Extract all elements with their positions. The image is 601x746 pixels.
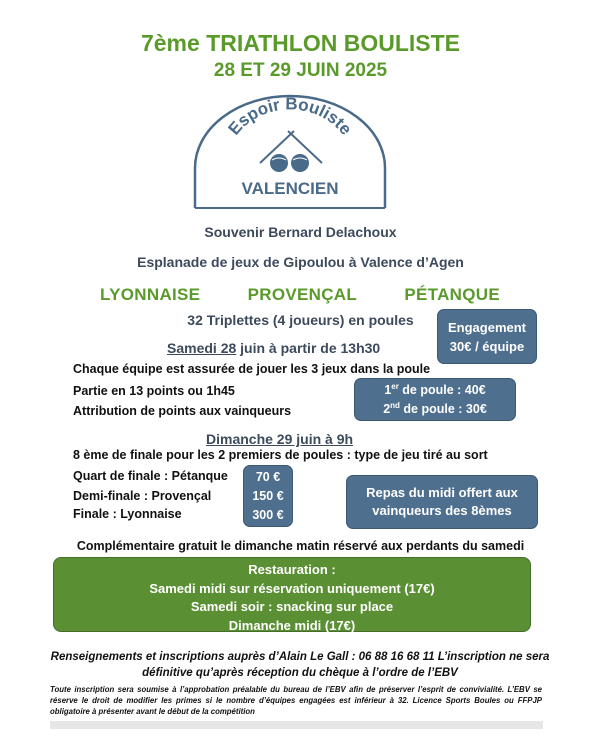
quarter-final-label: Quart de finale : Pétanque [73,469,228,483]
game-types [100,285,500,305]
final-prize: 300 € [252,507,284,522]
lunch-box [346,475,538,529]
engagement-box [437,309,537,364]
lunch-line-2: vainqueurs des 8èmes [372,503,512,518]
complementary-line: Complémentaire gratuit le dimanche matin réservé aux perdants du samedi [76,539,525,553]
sunday-heading: Dimanche 29 juin à 9h [206,431,354,447]
restauration-box [53,557,531,632]
lunch-line-1: Repas du midi offert aux [366,485,518,500]
pool-prize-second: 2nd de poule : 30€ [383,400,487,416]
saturday-line-2: Partie en 13 points ou 1h45 [73,384,235,398]
saturday-line-3: Attribution de points aux vainqueurs [73,404,292,418]
svg-text:VALENCIEN: VALENCIEN [241,179,339,198]
restauration-line-1: Samedi midi sur réservation uniquement (17€) [149,580,435,596]
engagement-label: Engagement [447,319,526,335]
game-type-petanque: PÉTANQUE [404,285,500,304]
semi-final-prize: 150 € [252,488,284,503]
event-title: 7ème TRIATHLON BOULISTE [140,30,461,56]
saturday-line-1: Chaque équipe est assurée de jouer les 3 jeux dans la poule [73,362,431,376]
svg-text:Espoir Bouliste: Espoir Bouliste [224,94,356,139]
final-label: Finale : Lyonnaise [73,507,182,521]
game-type-lyonnaise: LYONNAISE [100,285,201,304]
contact-info: Renseignements et inscriptions auprès d’Alain Le Gall : 06 88 16 68 11 L’inscription ne sera définitive qu’après réception du chèque à l’ordre de l’EBV [50,651,550,679]
semi-final-label: Demi-finale : Provençal [73,489,212,503]
souvenir-line: Souvenir Bernard Delachoux [204,224,397,240]
game-type-provencal: PROVENÇAL [247,285,358,304]
venue-line: Esplanade de jeux de Gipoulou à Valence d’Agen [137,254,464,270]
pool-prize-first: 1er de poule : 40€ [384,381,486,397]
restauration-title: Restauration : [248,562,336,577]
club-logo [190,93,390,213]
pool-prizes-box [354,378,516,421]
footnote-highlight [50,721,543,729]
restauration-line-3: Dimanche midi (17€) [228,617,356,633]
restauration-line-2: Samedi soir : snacking sur place [190,599,394,614]
sunday-line: 8 ème de finale pour les 2 premiers de poules : type de jeu tiré au sort [73,448,488,462]
quarter-final-prize: 70 € [255,469,281,484]
saturday-heading: Samedi 28 juin à partir de 13h30 [167,340,381,356]
event-dates: 28 ET 29 JUIN 2025 [213,60,388,81]
engagement-price: 30€ / équipe [449,338,525,354]
format-line: 32 Triplettes (4 joueurs) en poules [187,312,414,328]
footnote: Toute inscription sera soumise à l’approbation préalable du bureau de l’EBV afin de préserver l’esprit de convivialité. L’EBV se réserve le droit de modifier les primes si le nombre d’équipes engagées est inférieur à 32. Licence Sports Boules ou FFPJP obligatoire à présenter avant le début de la compétition [50,685,542,716]
finals-prizes-box [243,465,293,527]
